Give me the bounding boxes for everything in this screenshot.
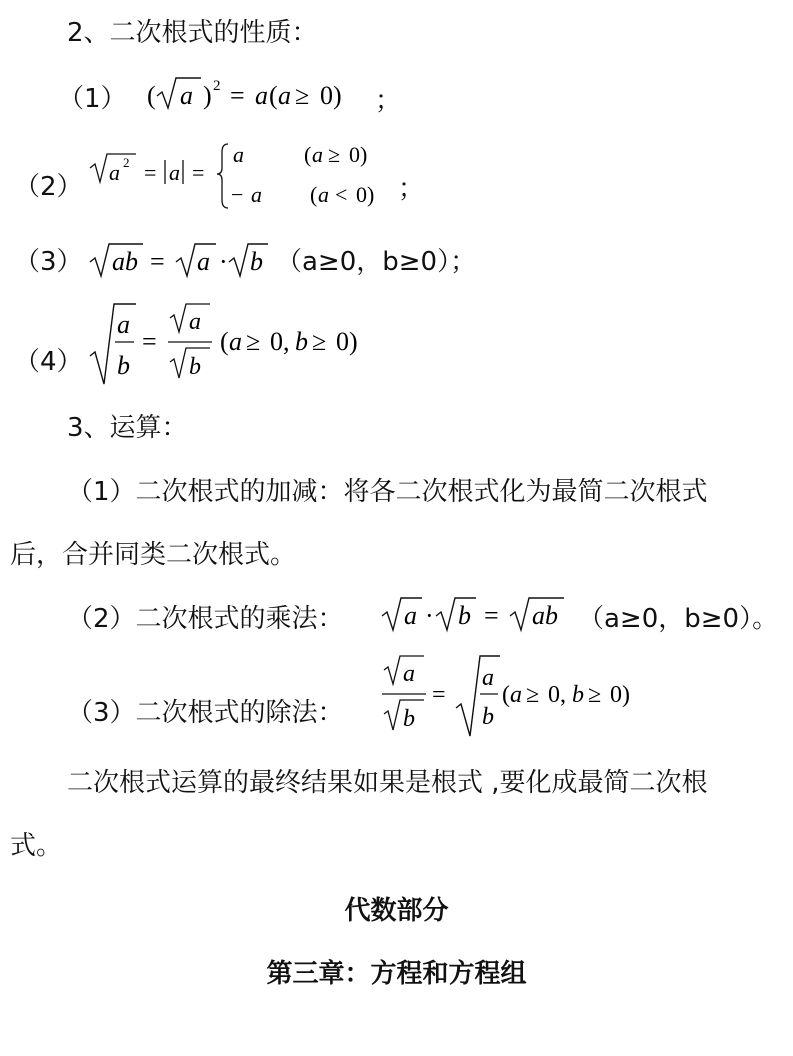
svg-text:a: a: [197, 247, 210, 276]
svg-text:a: a: [278, 81, 291, 110]
svg-text:=: =: [142, 327, 157, 356]
svg-text:b: b: [117, 351, 130, 380]
property-2-end: ；: [398, 174, 425, 204]
svg-text:a: a: [318, 182, 329, 207]
property-1-formula: [145, 70, 375, 120]
svg-text:a: a: [251, 182, 262, 207]
svg-text:·: ·: [425, 601, 434, 630]
svg-text:b: b: [403, 706, 415, 732]
svg-text:a: a: [255, 81, 268, 110]
svg-text:0): 0): [610, 682, 630, 708]
final-note-line-2: 式。: [10, 831, 63, 861]
property-4-label: （4）: [14, 347, 83, 377]
svg-text:≥: ≥: [246, 327, 261, 356]
part-title: 代数部分: [344, 896, 449, 926]
svg-text:=: =: [150, 247, 165, 276]
section-3-title: 3、运算：: [67, 413, 188, 443]
svg-text:(: (: [147, 81, 156, 110]
svg-text:(: (: [220, 327, 229, 356]
svg-text:0): 0): [320, 81, 342, 110]
rule-2-formula: [378, 592, 574, 638]
svg-text:b: b: [482, 704, 494, 730]
property-3-label: （3）: [14, 247, 83, 277]
svg-text:2: 2: [123, 155, 130, 170]
svg-text:a: a: [403, 661, 415, 687]
svg-text:a: a: [404, 601, 417, 630]
svg-text:a: a: [312, 142, 323, 167]
svg-text:2: 2: [213, 78, 221, 94]
svg-text:≥: ≥: [312, 327, 327, 356]
property-2-formula: [86, 138, 396, 218]
svg-text:ab: ab: [112, 247, 138, 276]
svg-text:a: a: [229, 327, 242, 356]
svg-text:·: ·: [219, 247, 228, 276]
svg-text:b: b: [295, 327, 308, 356]
svg-text:b: b: [458, 601, 471, 630]
svg-text:b: b: [189, 354, 201, 380]
property-3-condition: （a≥0，b≥0）；: [276, 247, 477, 277]
property-1-end: ；: [375, 86, 402, 116]
svg-text:=: =: [484, 601, 499, 630]
svg-text:): ): [203, 81, 212, 110]
rule-3-formula: [378, 652, 658, 740]
svg-text:a: a: [109, 160, 120, 185]
svg-text:a: a: [180, 81, 193, 110]
section-2-title: 2、二次根式的性质：: [67, 18, 318, 48]
rule-2-text: （2）二次根式的乘法：: [67, 604, 344, 634]
svg-text:<: <: [335, 182, 348, 207]
svg-text:b: b: [572, 682, 584, 708]
final-note-line-1: 二次根式运算的最终结果如果是根式 ,要化成最简二次根: [67, 768, 708, 798]
svg-text:a: a: [189, 309, 201, 335]
svg-text:≥: ≥: [295, 81, 310, 110]
property-2-label: （2）: [14, 172, 83, 202]
svg-text:0): 0): [349, 142, 368, 167]
svg-text:0): 0): [356, 182, 375, 207]
svg-text:(: (: [310, 182, 318, 207]
svg-text:0,: 0,: [548, 682, 566, 708]
svg-text:0,: 0,: [270, 327, 290, 356]
svg-text:≥: ≥: [588, 682, 602, 708]
svg-text:b: b: [250, 247, 263, 276]
svg-text:a: a: [169, 160, 180, 185]
rule-2-condition: （a≥0，b≥0）。: [578, 604, 779, 634]
svg-text:a: a: [510, 682, 522, 708]
svg-text:=: =: [192, 160, 205, 185]
rule-1-line-1: （1）二次根式的加减：将各二次根式化为最简二次根式: [67, 477, 708, 507]
chapter-title: 第三章：方程和方程组: [266, 959, 527, 989]
svg-text:a: a: [117, 310, 130, 339]
svg-text:=: =: [144, 160, 157, 185]
rule-3-text: （3）二次根式的除法：: [67, 698, 344, 728]
svg-text:a: a: [233, 142, 244, 167]
svg-text:(: (: [269, 81, 278, 110]
property-4-formula: [86, 300, 396, 390]
svg-text:(: (: [502, 682, 510, 708]
svg-text:ab: ab: [532, 601, 558, 630]
svg-text:=: =: [230, 81, 245, 110]
svg-text:≥: ≥: [526, 682, 540, 708]
svg-text:(: (: [304, 142, 312, 167]
svg-text:≥: ≥: [328, 142, 341, 167]
svg-text:0): 0): [336, 327, 358, 356]
svg-text:=: =: [432, 682, 446, 708]
svg-text:−: −: [231, 182, 244, 207]
rule-1-line-2: 后，合并同类二次根式。: [10, 540, 297, 570]
svg-text:a: a: [482, 665, 494, 691]
property-3-formula: [86, 238, 276, 284]
property-1-label: （1）: [58, 84, 127, 114]
